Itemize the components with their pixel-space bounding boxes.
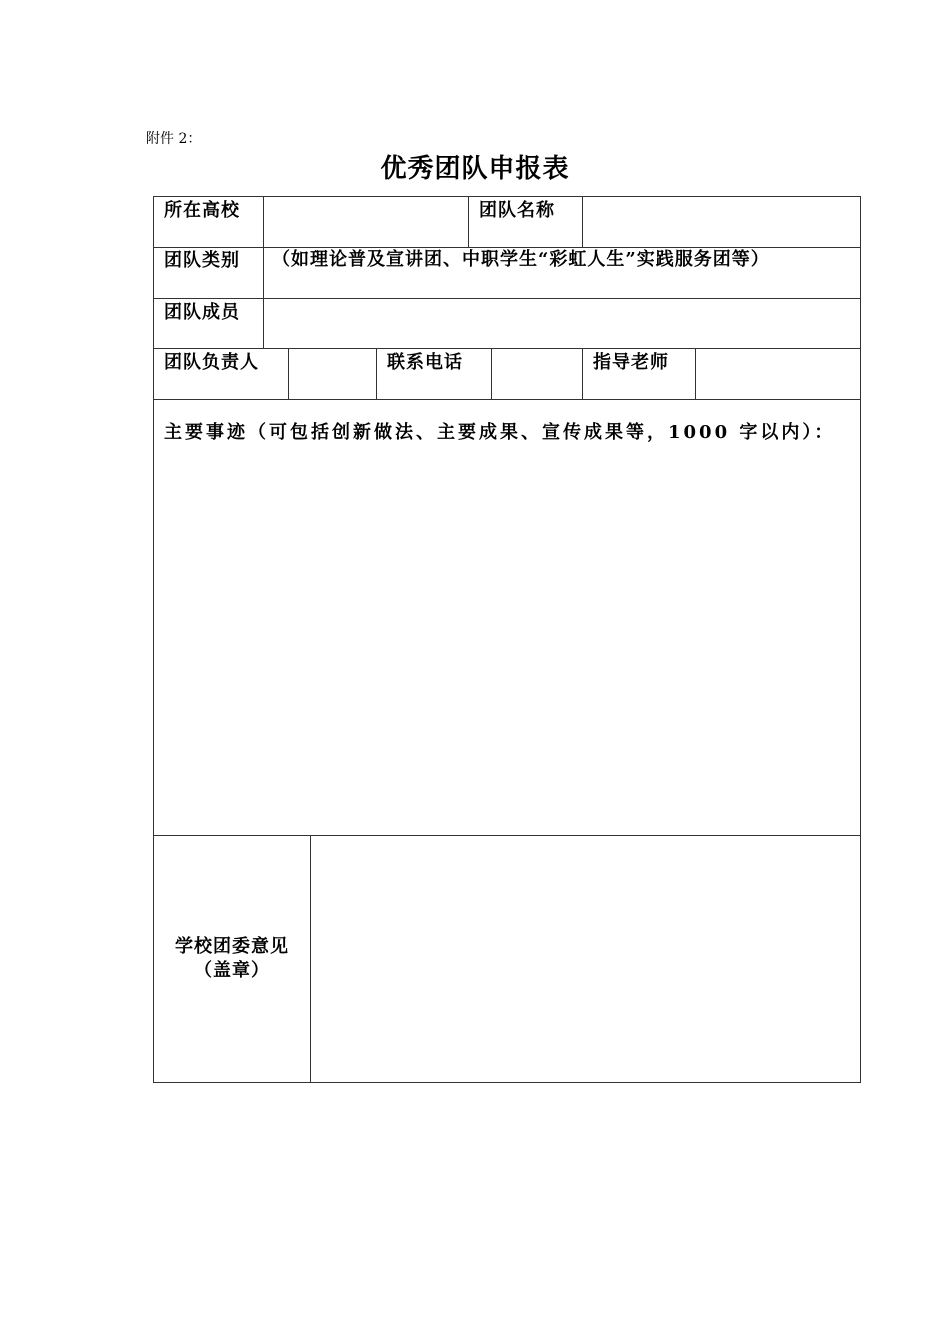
opinion-label-cell: [154, 836, 311, 1082]
row-opinion: [154, 836, 860, 1082]
advisor-label-cell: [583, 349, 696, 399]
members-input-cell[interactable]: [264, 299, 860, 348]
phone-input-cell[interactable]: [492, 349, 583, 399]
school-label: 所在高校: [164, 200, 240, 221]
leader-input-cell[interactable]: [289, 349, 377, 399]
page-title: 优秀团队申报表: [380, 154, 570, 184]
team-name-label-cell: [469, 197, 583, 247]
stamp-note: （盖章）: [194, 960, 270, 981]
category-label-cell: [154, 248, 264, 298]
category-input-cell[interactable]: [264, 248, 860, 298]
row-main-deeds[interactable]: [154, 400, 860, 836]
application-form-table: [153, 196, 861, 1083]
team-category-label: 团队类别: [164, 250, 240, 271]
opinion-label: 学校团委意见: [175, 936, 289, 957]
row-leader: [154, 349, 860, 400]
row-category: [154, 248, 860, 299]
main-deeds-label: 主要事迹（可包括创新做法、主要成果、宣传成果等，1000 字以内）：: [164, 422, 836, 443]
leader-label-cell: [154, 349, 289, 399]
team-name-label: 团队名称: [479, 200, 555, 221]
attachment-label: 附件 2：: [146, 131, 202, 147]
team-category-hint: （如理论普及宣讲团、中职学生“彩虹人生”实践服务团等）: [272, 249, 770, 270]
school-input-cell[interactable]: [264, 197, 469, 247]
phone-label-cell: [377, 349, 492, 399]
team-members-label: 团队成员: [164, 302, 240, 323]
leader-label: 团队负责人: [164, 352, 259, 373]
advisor-input-cell[interactable]: [696, 349, 860, 399]
advisor-label: 指导老师: [593, 352, 669, 373]
row-members: [154, 299, 860, 349]
phone-label: 联系电话: [387, 352, 463, 373]
team-name-input-cell[interactable]: [583, 197, 860, 247]
opinion-input-cell[interactable]: [311, 836, 860, 1082]
members-label-cell: [154, 299, 264, 348]
school-label-cell: [154, 197, 264, 247]
row-school: [154, 197, 860, 248]
